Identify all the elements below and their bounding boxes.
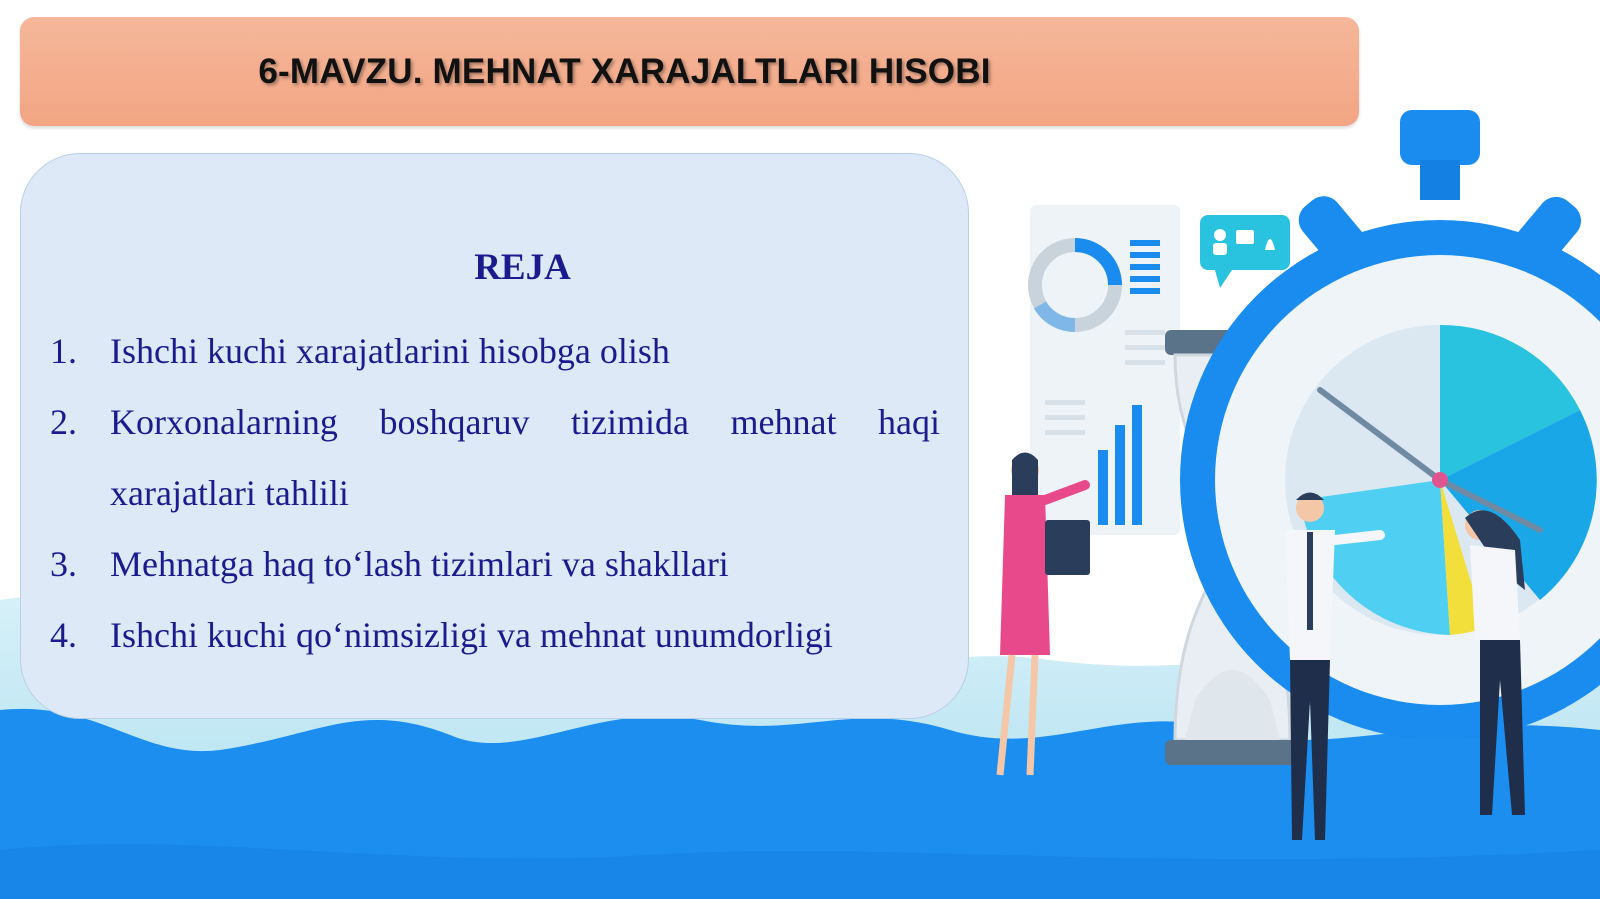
- list-item-text: Korxonalarning boshqaruv tizimida mehnat haqi xarajatlari tahlili: [110, 402, 940, 513]
- list-item: [50, 316, 940, 387]
- slide-title: 6-MAVZU. MEHNAT XARAJALTLARI HISOBI: [258, 51, 991, 91]
- chat-bubble-icon: [1200, 215, 1290, 288]
- list-item-number: 4.: [50, 615, 77, 655]
- list-item: [50, 600, 940, 671]
- list-item-text: Mehnatga haq to‘lash tizimlari va shakllari: [110, 544, 729, 584]
- list-item-text: Ishchi kuchi xarajatlarini hisobga olish: [110, 331, 670, 371]
- list-item-number: 3.: [50, 544, 77, 584]
- list-item: [50, 387, 940, 529]
- list-item-number: 2.: [50, 402, 77, 442]
- plan-heading: REJA: [474, 247, 571, 288]
- list-item-number: 1.: [50, 331, 77, 371]
- list-item: [50, 529, 940, 600]
- laptop-icon: [1045, 520, 1090, 575]
- dashboard-panel: [1030, 205, 1180, 535]
- time-management-illustration: [980, 100, 1600, 880]
- list-item-text: Ishchi kuchi qo‘nimsizligi va mehnat unumdorligi: [110, 615, 833, 655]
- plan-list: [50, 316, 940, 671]
- stopwatch-icon: [1180, 110, 1600, 740]
